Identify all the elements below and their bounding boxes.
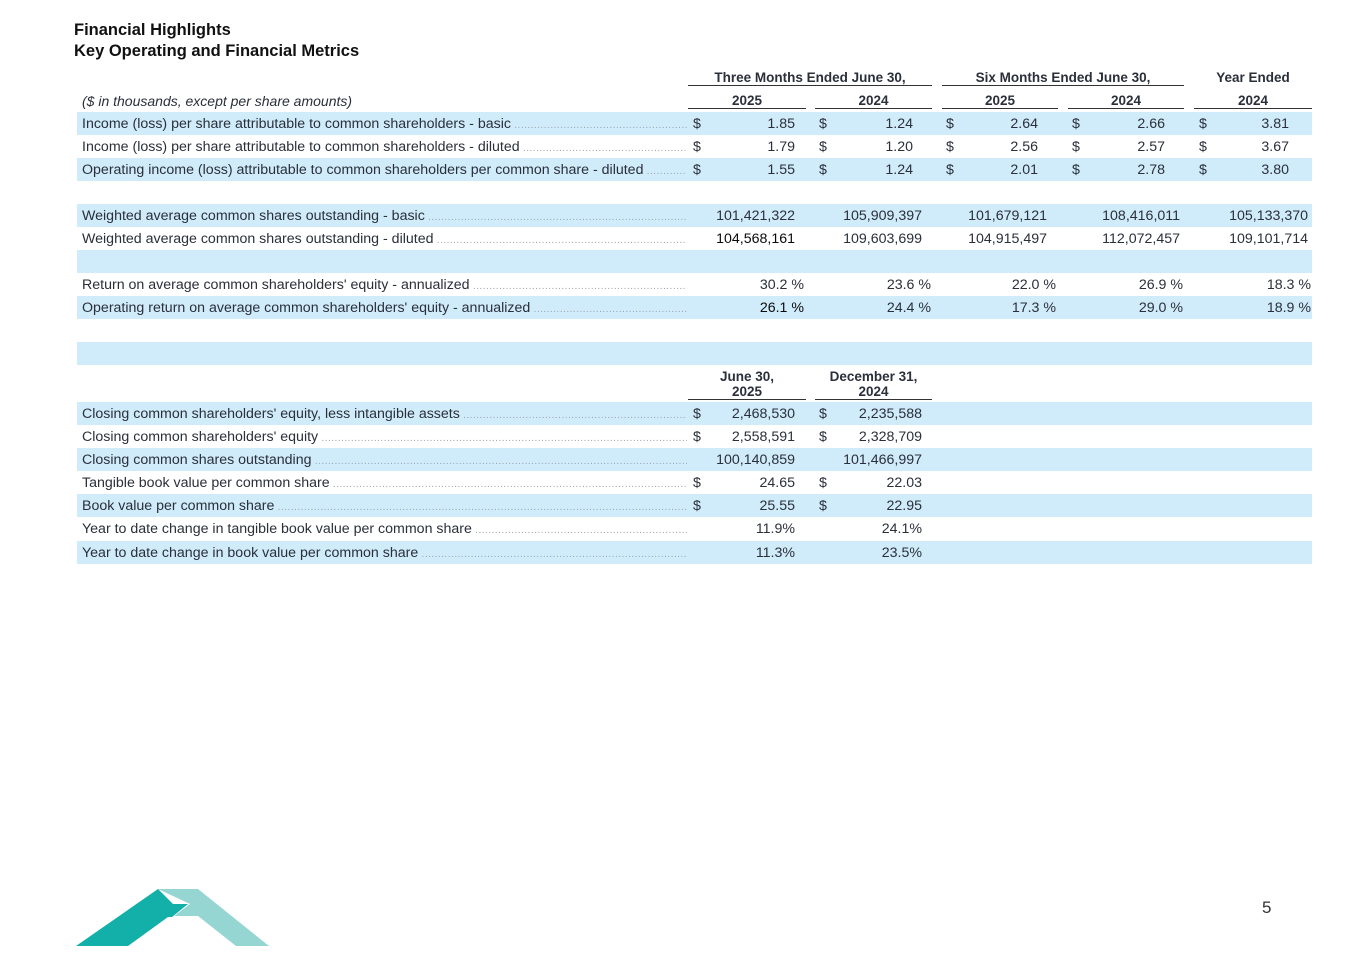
header-line: December 31, xyxy=(829,369,918,384)
value-cell: 101,679,121 xyxy=(968,208,1047,224)
header-year-ended: Year Ended xyxy=(1216,70,1290,85)
value-cell: 2.66 xyxy=(1137,116,1165,132)
row-label: Book value per common share ..... xyxy=(82,498,687,514)
value-cell: 1.24 xyxy=(885,162,913,178)
header-line: 2024 xyxy=(858,384,889,399)
value-cell: 23.6 % xyxy=(886,277,931,293)
row-label: Year to date change in tangible book value per common share ..... xyxy=(82,521,687,537)
row-label: Operating return on average common shareholders' equity - annualized ..... xyxy=(82,300,687,316)
value-cell: 109,603,699 xyxy=(843,231,922,247)
value-cell: 24.65 xyxy=(759,475,795,491)
year-header: 2024 xyxy=(815,93,932,109)
value-cell: 18.9 % xyxy=(1266,300,1311,316)
currency-symbol: $ xyxy=(819,429,827,445)
currency-symbol: $ xyxy=(693,162,701,178)
currency-symbol: $ xyxy=(946,116,954,132)
value-cell: 3.80 xyxy=(1261,162,1289,178)
value-cell: 1.55 xyxy=(767,162,795,178)
value-cell: 3.81 xyxy=(1261,116,1289,132)
value-cell: 11.3% xyxy=(755,545,795,561)
value-cell: 24.4 % xyxy=(886,300,931,316)
value-cell: 105,133,370 xyxy=(1229,208,1308,224)
header-six-months: Six Months Ended June 30, xyxy=(942,70,1184,86)
value-cell: 2,235,588 xyxy=(858,406,922,422)
page-subtitle: Key Operating and Financial Metrics xyxy=(74,42,360,60)
value-cell: 101,421,322 xyxy=(716,208,795,224)
currency-symbol: $ xyxy=(1072,162,1080,178)
currency-symbol: $ xyxy=(693,116,701,132)
year-header: 2024 xyxy=(1068,93,1184,109)
units-note: ($ in thousands, except per share amounts) xyxy=(82,93,353,109)
value-cell: 2.64 xyxy=(1010,116,1038,132)
currency-symbol: $ xyxy=(819,162,827,178)
value-cell: 17.3 % xyxy=(1011,300,1056,316)
value-cell: 1.24 xyxy=(885,116,913,132)
row-label: Closing common shareholders' equity, less intangible assets ..... xyxy=(82,406,687,422)
value-cell: 29.0 % xyxy=(1138,300,1183,316)
row-label: Weighted average common shares outstanding - basic ..... xyxy=(82,208,687,224)
currency-symbol: $ xyxy=(819,475,827,491)
value-cell: 23.5% xyxy=(881,545,922,561)
value-cell: 101,466,997 xyxy=(843,452,922,468)
table-row xyxy=(77,425,1312,448)
year-header: 2024 xyxy=(1194,93,1312,109)
value-cell: 22.0 % xyxy=(1011,277,1056,293)
currency-symbol: $ xyxy=(693,429,701,445)
row-label: Tangible book value per common share ..... xyxy=(82,475,687,491)
table-row xyxy=(77,494,1312,517)
currency-symbol: $ xyxy=(1199,139,1207,155)
logo-dark-shape xyxy=(76,889,188,946)
year-header: 2025 xyxy=(942,93,1058,109)
row-label: Income (loss) per share attributable to common shareholders - diluted ..... xyxy=(82,139,687,155)
row-label: Weighted average common shares outstanding - diluted ..... xyxy=(82,231,687,247)
currency-symbol: $ xyxy=(693,475,701,491)
table-row xyxy=(77,135,1312,158)
table-row xyxy=(77,541,1312,564)
value-cell: 2,558,591 xyxy=(731,429,795,445)
table-row xyxy=(77,227,1312,250)
value-cell: 2.57 xyxy=(1137,139,1165,155)
row-label: Closing common shares outstanding ..... xyxy=(82,452,687,468)
currency-symbol: $ xyxy=(946,162,954,178)
spacer-row xyxy=(77,250,1312,273)
value-cell: 112,072,457 xyxy=(1102,231,1180,247)
row-label: Return on average common shareholders' equity - annualized ..... xyxy=(82,277,687,293)
year-header: 2025 xyxy=(688,93,806,109)
table-row xyxy=(77,471,1312,494)
page-number: 5 xyxy=(1262,898,1272,917)
balance-date-header xyxy=(815,369,932,400)
currency-symbol: $ xyxy=(819,139,827,155)
currency-symbol: $ xyxy=(693,406,701,422)
table-row xyxy=(77,448,1312,471)
table-row xyxy=(77,296,1312,319)
currency-symbol: $ xyxy=(1072,116,1080,132)
value-cell: 2.01 xyxy=(1010,162,1038,178)
value-cell: 18.3 % xyxy=(1266,277,1311,293)
value-cell: 2,328,709 xyxy=(858,429,922,445)
value-cell: 2.56 xyxy=(1010,139,1038,155)
value-cell: 1.79 xyxy=(767,139,795,155)
table-row xyxy=(77,402,1312,425)
currency-symbol: $ xyxy=(946,139,954,155)
value-cell: 26.9 % xyxy=(1138,277,1183,293)
value-cell: 3.67 xyxy=(1261,139,1289,155)
spacer-row xyxy=(77,342,1312,365)
header-line: June 30, xyxy=(719,369,775,384)
balance-date-header xyxy=(688,369,806,400)
value-cell: 104,915,497 xyxy=(968,231,1047,247)
currency-symbol: $ xyxy=(693,498,701,514)
value-cell: 1.20 xyxy=(885,139,913,155)
value-cell: 108,416,011 xyxy=(1102,208,1180,224)
value-cell: 100,140,859 xyxy=(716,452,795,468)
logo-light-shape xyxy=(158,889,269,946)
value-cell: 24.1% xyxy=(881,521,922,537)
table-row xyxy=(77,517,1312,540)
currency-symbol: $ xyxy=(819,498,827,514)
value-cell: 2.78 xyxy=(1137,162,1165,178)
value-cell: 22.95 xyxy=(886,498,922,514)
row-label: Income (loss) per share attributable to common shareholders - basic ..... xyxy=(82,116,687,132)
currency-symbol: $ xyxy=(1199,162,1207,178)
row-label: Operating income (loss) attributable to common shareholders per common share - diluted ..... xyxy=(82,162,687,178)
table-row xyxy=(77,112,1312,135)
table-row xyxy=(77,204,1312,227)
value-cell: 1.85 xyxy=(767,116,795,132)
header-line: 2025 xyxy=(731,384,763,399)
row-label: Year to date change in book value per common share ..... xyxy=(82,545,687,561)
company-logo-icon xyxy=(76,886,272,948)
value-cell: 104,568,161 xyxy=(716,231,795,247)
value-cell: 109,101,714 xyxy=(1229,231,1308,247)
header-three-months: Three Months Ended June 30, xyxy=(688,70,932,86)
currency-symbol: $ xyxy=(819,406,827,422)
table-row xyxy=(77,273,1312,296)
currency-symbol: $ xyxy=(1199,116,1207,132)
currency-symbol: $ xyxy=(1072,139,1080,155)
value-cell: 30.2 % xyxy=(759,277,804,293)
row-label: Closing common shareholders' equity ..... xyxy=(82,429,687,445)
value-cell: 26.1 % xyxy=(759,300,804,316)
value-cell: 22.03 xyxy=(886,475,922,491)
table-row xyxy=(77,158,1312,181)
page-title: Financial Highlights xyxy=(74,21,231,39)
value-cell: 2,468,530 xyxy=(731,406,795,422)
value-cell: 11.9% xyxy=(755,521,795,537)
value-cell: 25.55 xyxy=(759,498,795,514)
value-cell: 105,909,397 xyxy=(843,208,922,224)
currency-symbol: $ xyxy=(819,116,827,132)
currency-symbol: $ xyxy=(693,139,701,155)
